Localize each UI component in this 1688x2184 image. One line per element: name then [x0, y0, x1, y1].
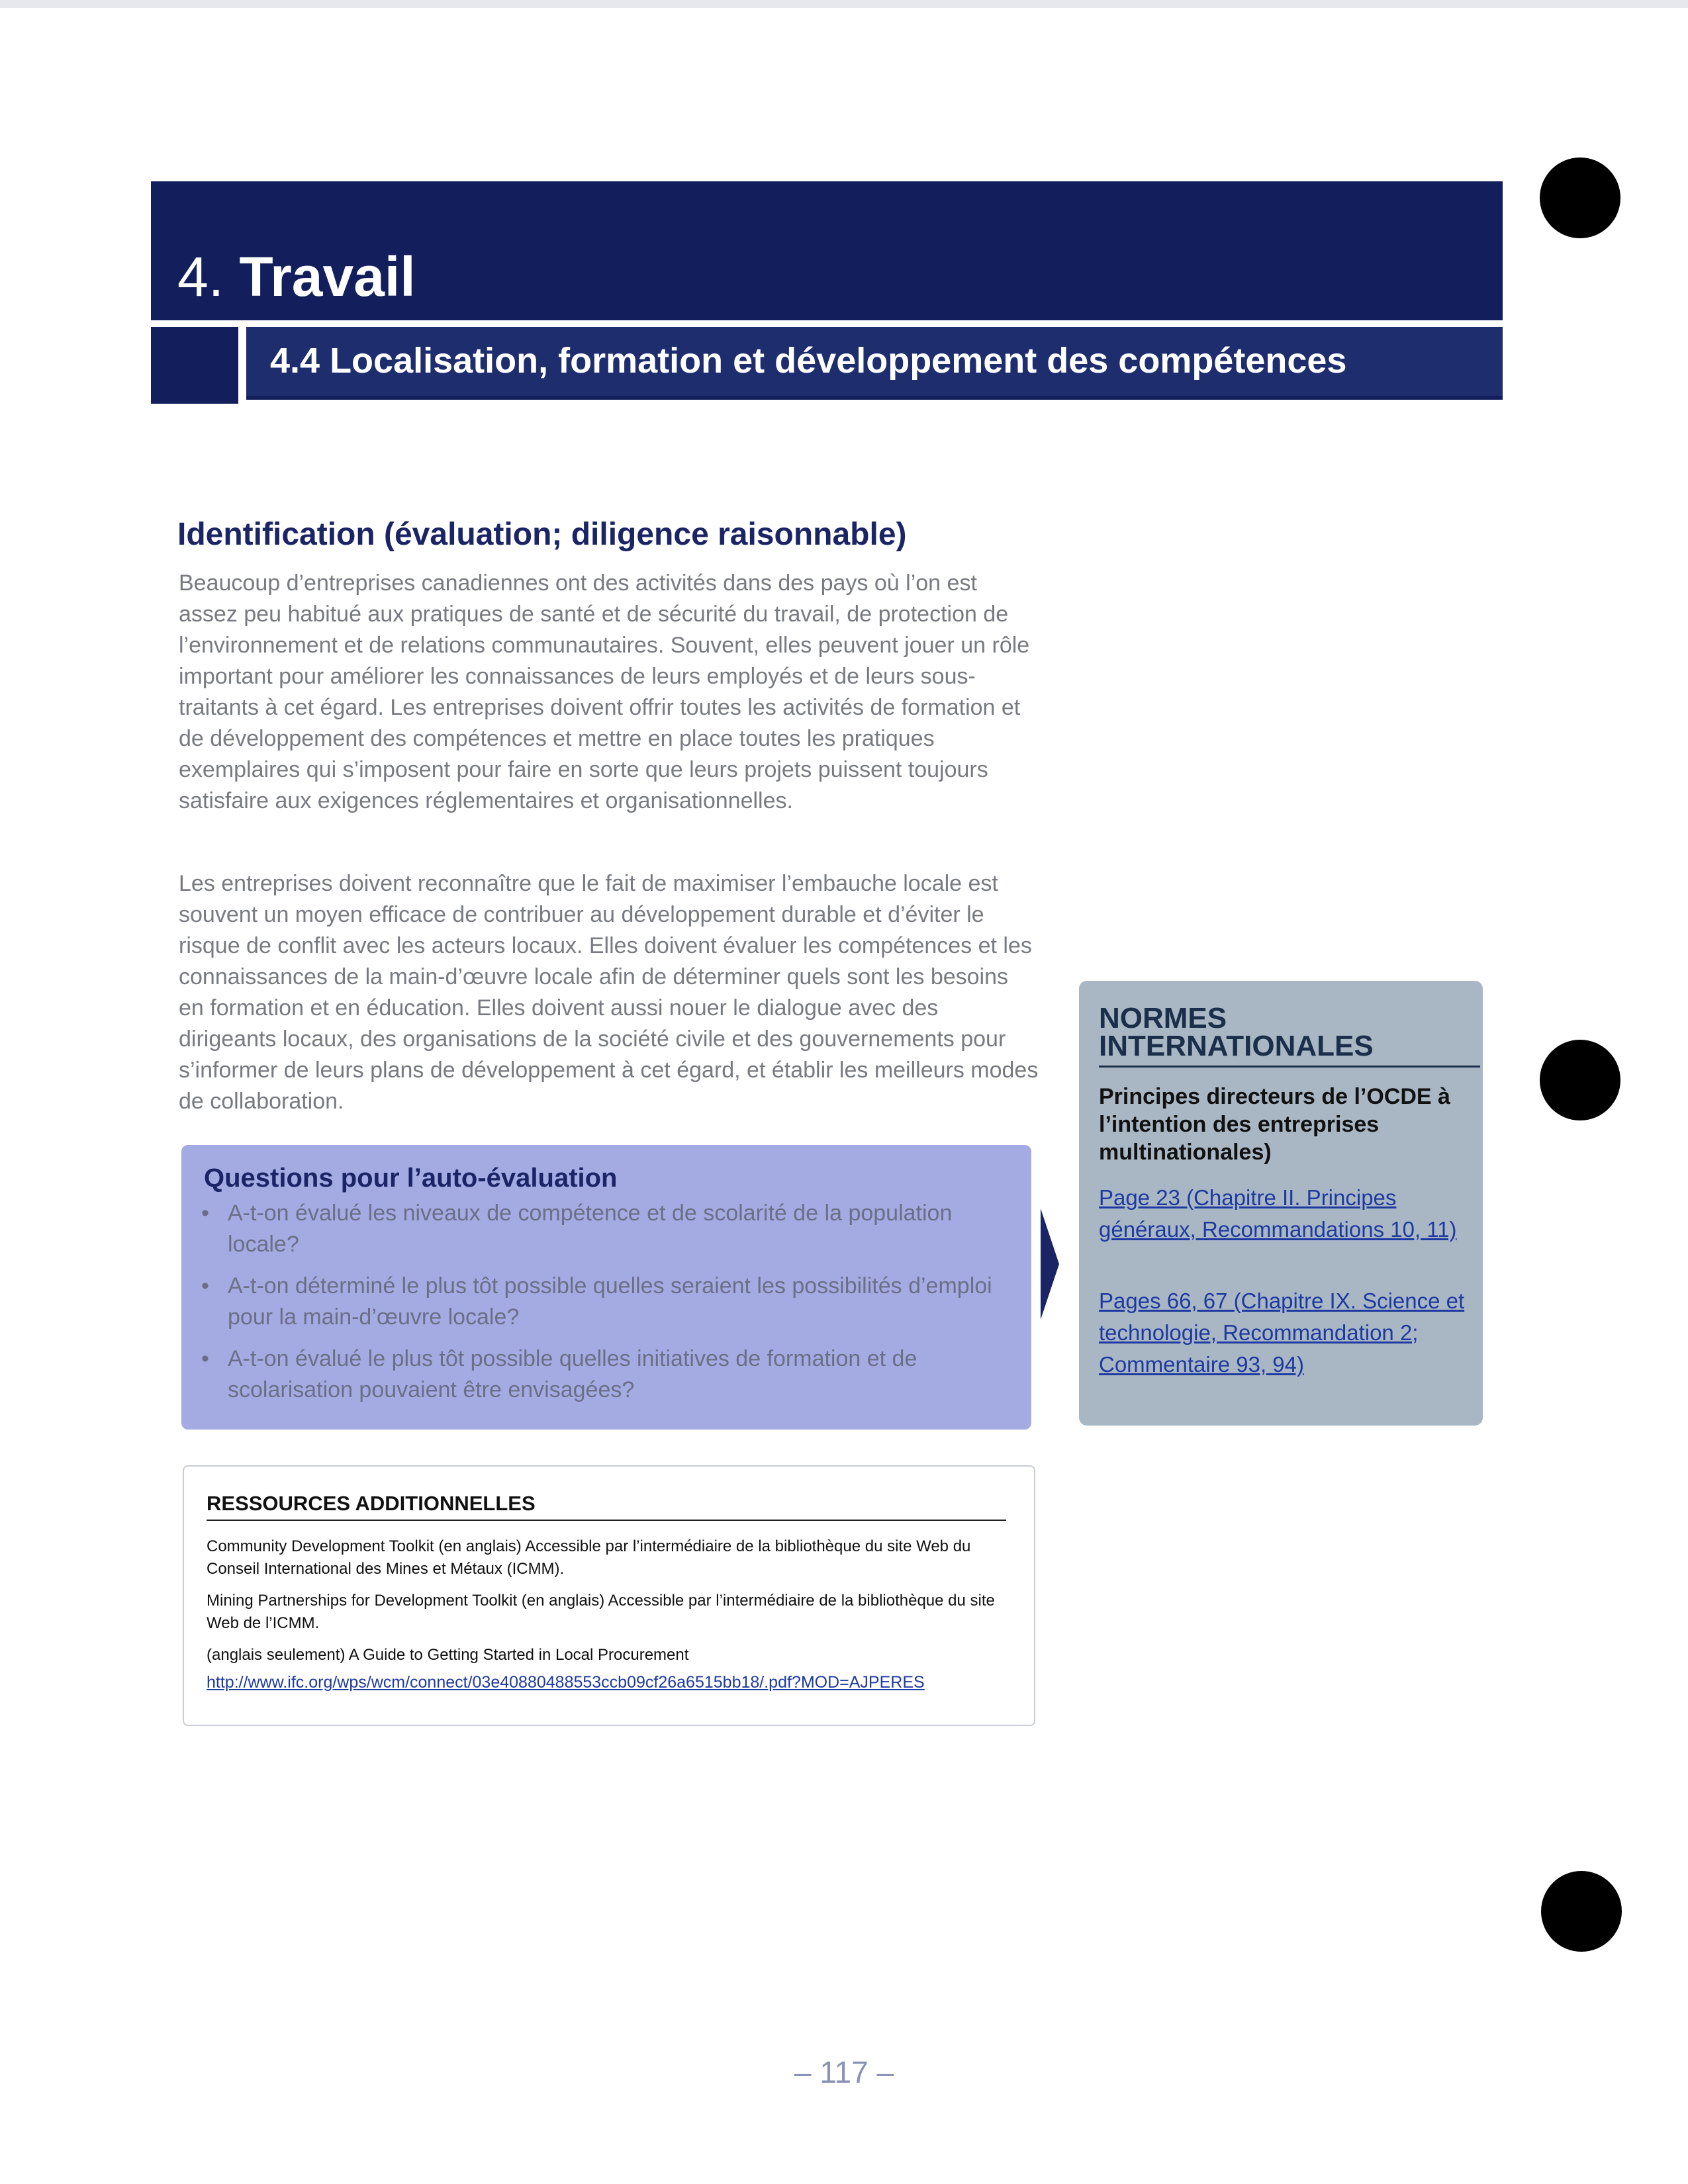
main-heading: Identification (évaluation; diligence raisonnable)	[177, 517, 907, 552]
bullet: •	[201, 1346, 209, 1371]
punch-hole	[1540, 1040, 1620, 1120]
chapter-banner	[151, 181, 1503, 320]
section-title: 4.4 Localisation, formation et développement des compétences	[270, 341, 1347, 381]
international-norms-box	[1079, 981, 1483, 1426]
resource-item: Mining Partnerships for Development Toolkit (en anglais) Accessible par l’intermédiaire de la bibliothèque du site Web de l’ICMM.	[207, 1592, 995, 1632]
norms-subtitle: Principes directeurs de l’OCDE à l’intention des entreprises multinationales)	[1099, 1084, 1450, 1165]
list-item	[201, 1198, 1009, 1260]
question-text: A-t-on évalué les niveaux de compétence et de scolarité de la population locale?	[228, 1201, 953, 1257]
question-text: A-t-on évalué le plus tôt possible quelles initiatives de formation et de scolarisation pouvaient être envisagées?	[228, 1346, 917, 1402]
bullet: •	[201, 1273, 209, 1298]
scan-edge-line	[0, 0, 1688, 8]
list-item	[201, 1271, 1009, 1333]
additional-resources-box	[183, 1465, 1035, 1726]
body-paragraph: Beaucoup d’entreprises canadiennes ont des activités dans des pays où l’on est assez peu habitué aux pratiques de santé et de sécurité du travail, de protection de l’environnement et de relations communautaires. Souvent, elles peuvent jouer un rôle important pour améliorer les connaissances de leurs employés et de leurs sous-traitants à cet égard. Les entreprises doivent offrir toutes les activités de formation et de développement des compétences et mettre en place toutes les pratiques exemplaires qui s’imposent pour faire en sorte que leurs projets puissent toujours satisfaire aux exigences réglementaires et organisationnelles.	[179, 570, 1030, 813]
resource-item: Community Development Toolkit (en anglais) Accessible par l’intermédiaire de la bibliothèque du site Web du Conseil International des Mines et Métaux (ICMM).	[207, 1537, 971, 1578]
norms-link-chapter-ii[interactable]: Page 23 (Chapitre II. Principes généraux, Recommandations 10, 11)	[1099, 1185, 1457, 1242]
self-assessment-title: Questions pour l’auto-évaluation	[204, 1163, 618, 1193]
self-assessment-box	[181, 1145, 1031, 1430]
resource-link-ifc[interactable]: http://www.ifc.org/wps/wcm/connect/03e40880488553ccb09cf26a6515bb18/.pdf?MOD=AJPERES	[207, 1673, 925, 1692]
chapter-name: Travail	[239, 246, 416, 308]
divider	[1099, 1066, 1480, 1068]
page-number: – 117 –	[794, 2055, 894, 2089]
body-paragraph: Les entreprises doivent reconnaître que le fait de maximiser l’embauche locale est souvent un moyen efficace de contribuer au développement durable et d’éviter le risque de conflit avec les acteurs locaux. Elles doivent évaluer les compétences et les connaissances de la main-d’œuvre locale afin de déterminer quels sont les besoins en formation et en éducation. Elles doivent aussi nouer le dialogue avec des dirigeants locaux, des organisations de la société civile et des gouvernements pour s’informer de leurs plans de développement à cet égard, et établir les meilleurs modes de collaboration.	[179, 871, 1039, 1114]
list-item	[201, 1343, 1009, 1406]
punch-hole	[1541, 1871, 1622, 1952]
chapter-title	[177, 245, 416, 309]
norms-link-chapter-ix[interactable]: Pages 66, 67 (Chapitre IX. Science et technologie, Recommandation 2; Commentaire 93, 94)	[1099, 1289, 1465, 1377]
section-banner	[246, 327, 1503, 400]
pointer-arrow-icon	[1041, 1208, 1059, 1320]
bullet: •	[201, 1201, 209, 1226]
punch-hole	[1540, 158, 1620, 238]
question-text: A-t-on déterminé le plus tôt possible quelles seraient les possibilités d’emploi pour la main-d’œuvre locale?	[228, 1273, 992, 1330]
section-accent-block	[151, 327, 238, 404]
norms-title: NORMES INTERNATIONALES	[1099, 1002, 1374, 1062]
resource-item: (anglais seulement) A Guide to Getting Started in Local Procurement	[207, 1646, 689, 1664]
self-assessment-list	[201, 1198, 1009, 1416]
chapter-number: 4.	[177, 246, 224, 308]
divider	[207, 1520, 1006, 1521]
resources-title: RESSOURCES ADDITIONNELLES	[207, 1492, 536, 1515]
